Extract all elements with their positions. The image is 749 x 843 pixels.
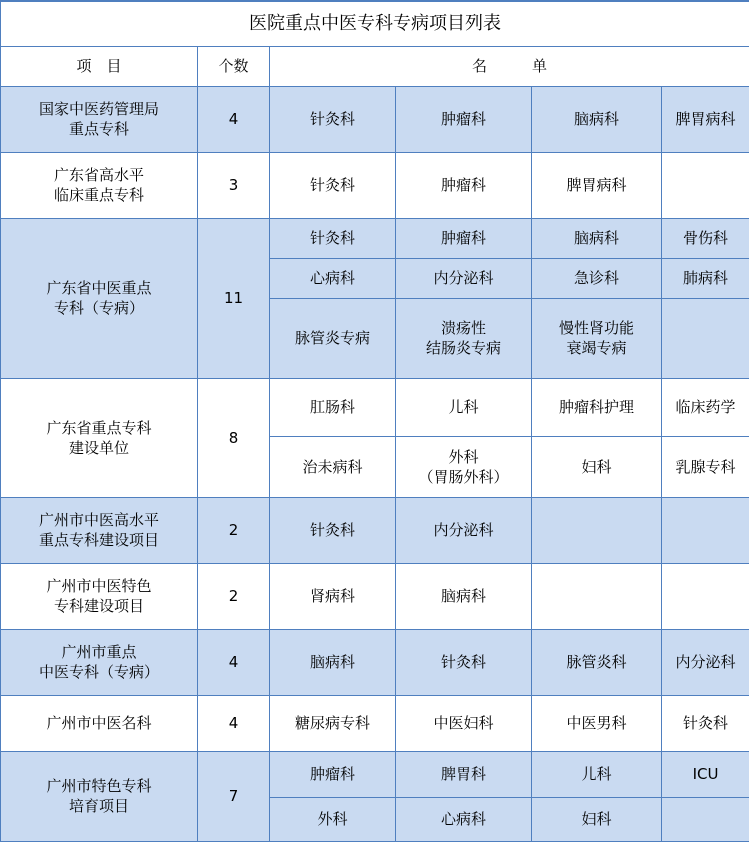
name-cell: 肿瘤科护理 (532, 378, 662, 436)
name-cell: 乳腺专科 (662, 436, 749, 497)
row-count: 4 (198, 629, 270, 695)
name-cell: 心病科 (270, 258, 396, 298)
row-count: 3 (198, 152, 270, 218)
name-cell: 内分泌科 (662, 629, 749, 695)
name-cell (532, 563, 662, 629)
name-cell: 儿科 (532, 751, 662, 797)
name-cell: 肿瘤科 (270, 751, 396, 797)
table-row (1, 497, 749, 563)
name-cell: 妇科 (532, 797, 662, 841)
row-label: 广州市特色专科 培育项目 (1, 751, 198, 841)
name-cell: 儿科 (396, 378, 532, 436)
row-count: 2 (198, 497, 270, 563)
name-cell: 针灸科 (270, 86, 396, 152)
row-label: 广州市中医特色 专科建设项目 (1, 563, 198, 629)
name-cell: 针灸科 (270, 152, 396, 218)
name-cell: 脾胃科 (396, 751, 532, 797)
name-cell: 中医男科 (532, 695, 662, 751)
name-cell: 脉管炎科 (532, 629, 662, 695)
name-cell: 肿瘤科 (396, 86, 532, 152)
name-cell: 骨伤科 (662, 218, 749, 258)
row-count: 11 (198, 218, 270, 378)
row-count: 2 (198, 563, 270, 629)
name-cell (662, 563, 749, 629)
name-cell: 外科 (270, 797, 396, 841)
name-cell: 急诊科 (532, 258, 662, 298)
name-cell: 针灸科 (270, 218, 396, 258)
name-cell: 内分泌科 (396, 258, 532, 298)
name-cell: 脑病科 (532, 218, 662, 258)
name-cell: 糖尿病专科 (270, 695, 396, 751)
row-label: 广州市中医高水平 重点专科建设项目 (1, 497, 198, 563)
name-cell: 脑病科 (532, 86, 662, 152)
name-cell: 针灸科 (270, 497, 396, 563)
name-cell: ICU (662, 751, 749, 797)
name-cell: 肿瘤科 (396, 152, 532, 218)
table-title: 医院重点中医专科专病项目列表 (1, 1, 749, 46)
row-count: 7 (198, 751, 270, 841)
name-cell: 脑病科 (270, 629, 396, 695)
row-label: 广州市中医名科 (1, 695, 198, 751)
name-cell: 外科 （胃肠外科） (396, 436, 532, 497)
header-names: 名 单 (270, 46, 749, 86)
name-cell: 治未病科 (270, 436, 396, 497)
name-cell (662, 497, 749, 563)
table-row (1, 86, 749, 152)
name-cell (662, 298, 749, 378)
name-cell: 肾病科 (270, 563, 396, 629)
name-cell: 中医妇科 (396, 695, 532, 751)
name-cell: 内分泌科 (396, 497, 532, 563)
row-count: 8 (198, 378, 270, 497)
row-label: 广州市重点 中医专科（专病） (1, 629, 198, 695)
name-cell: 脉管炎专病 (270, 298, 396, 378)
header-count: 个数 (198, 46, 270, 86)
name-cell (532, 497, 662, 563)
row-label: 广东省高水平 临床重点专科 (1, 152, 198, 218)
row-label: 广东省重点专科 建设单位 (1, 378, 198, 497)
table-row (1, 563, 749, 629)
name-cell: 临床药学 (662, 378, 749, 436)
name-cell: 溃疡性 结肠炎专病 (396, 298, 532, 378)
name-cell: 针灸科 (396, 629, 532, 695)
row-label: 广东省中医重点 专科（专病） (1, 218, 198, 378)
header-item: 项 目 (1, 46, 198, 86)
row-count: 4 (198, 86, 270, 152)
name-cell: 肛肠科 (270, 378, 396, 436)
name-cell: 脾胃病科 (662, 86, 749, 152)
name-cell: 妇科 (532, 436, 662, 497)
table-row (1, 152, 749, 218)
table-row (1, 218, 749, 258)
name-cell (662, 797, 749, 841)
table-row (1, 378, 749, 436)
name-cell: 脑病科 (396, 563, 532, 629)
name-cell: 脾胃病科 (532, 152, 662, 218)
name-cell: 针灸科 (662, 695, 749, 751)
name-cell (662, 152, 749, 218)
name-cell: 肺病科 (662, 258, 749, 298)
table-row (1, 695, 749, 751)
table-row (1, 629, 749, 695)
row-label: 国家中医药管理局 重点专科 (1, 86, 198, 152)
table-row (1, 751, 749, 797)
row-count: 4 (198, 695, 270, 751)
name-cell: 心病科 (396, 797, 532, 841)
name-cell: 肿瘤科 (396, 218, 532, 258)
name-cell: 慢性肾功能 衰竭专病 (532, 298, 662, 378)
